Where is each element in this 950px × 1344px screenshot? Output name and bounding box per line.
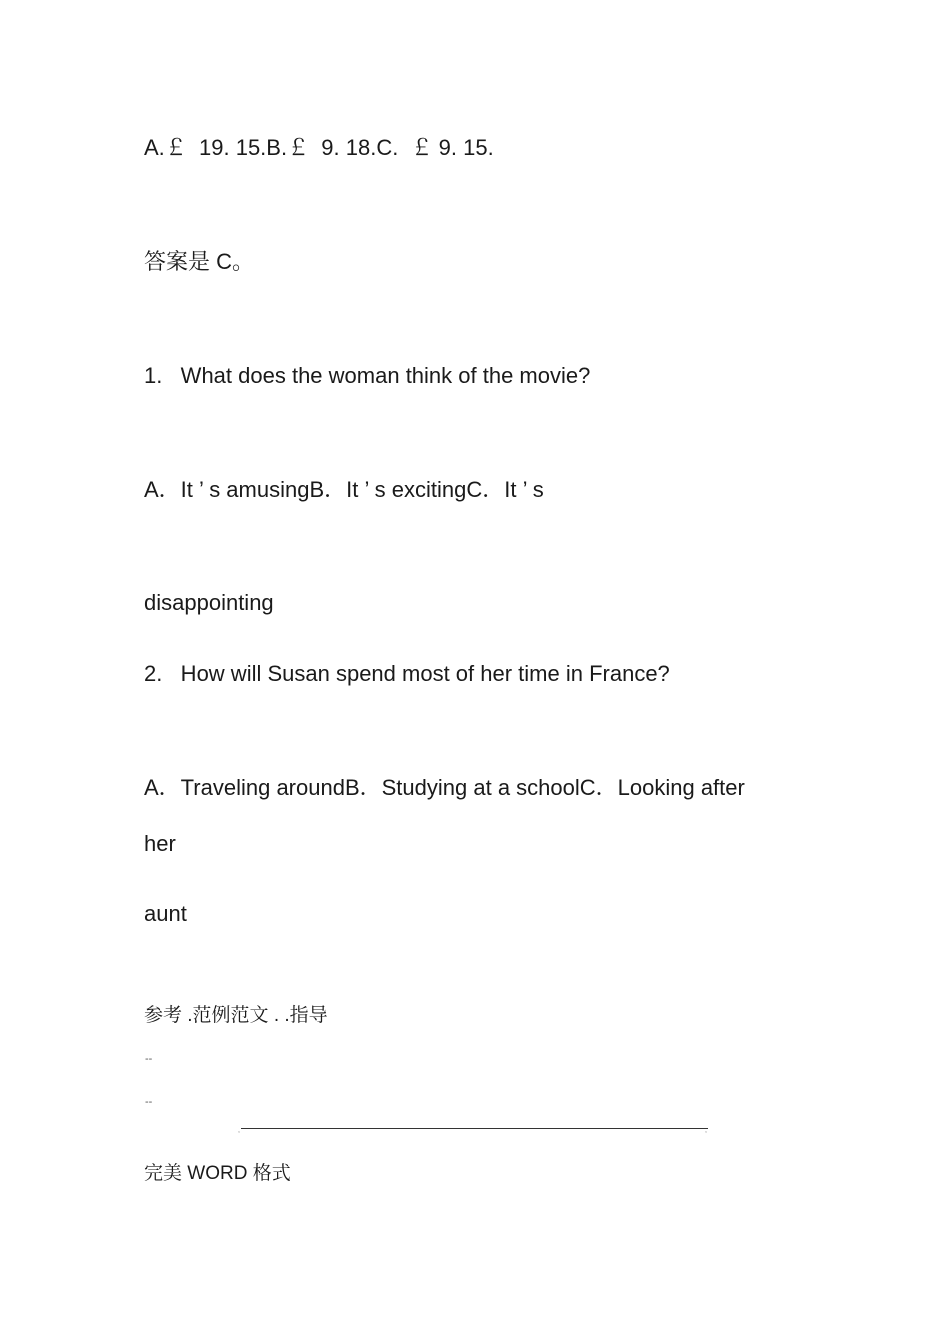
answer-line: 答案是 C。	[144, 249, 255, 274]
question-1: 1. What does the woman think of the movie?	[144, 363, 591, 388]
question-2: 2. How will Susan spend most of her time in France?	[144, 661, 670, 686]
question-2-options: A．Traveling aroundB．Studying at a schoolC．Looking after	[144, 775, 745, 800]
question-1-options-continued: disappointing	[144, 590, 274, 615]
reference-footer-text: 参考 .范例范文 . .指导	[144, 1005, 328, 1026]
footer-dash-1: --	[145, 1053, 153, 1065]
price-options-line: A.￡ 19. 15.B.￡ 9. 18.C. ￡ 9. 15.	[144, 135, 494, 160]
format-footer-text: 完美 WORD 格式	[144, 1163, 291, 1184]
question-2-options-continued-1: her	[144, 831, 176, 856]
divider-tick-left: ,	[238, 1127, 240, 1134]
question-2-options-continued-2: aunt	[144, 901, 187, 926]
footer-divider	[241, 1128, 708, 1129]
question-1-options: A．It ’ s amusingB．It ’ s excitingC．It ’ s	[144, 477, 544, 502]
divider-tick-right: ,	[705, 1127, 707, 1134]
footer-dash-2: --	[145, 1096, 153, 1108]
